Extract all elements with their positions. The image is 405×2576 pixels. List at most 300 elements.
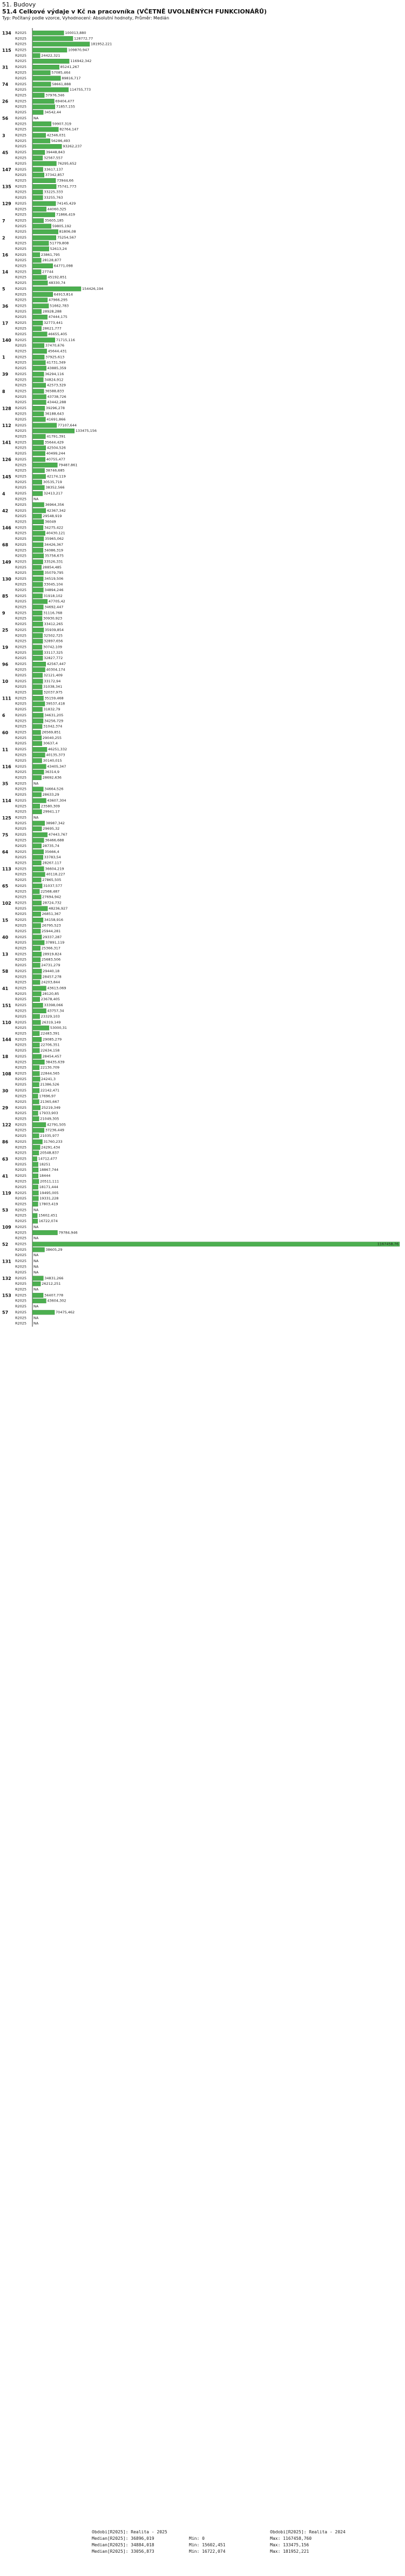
data-label: 79487,861 (58, 463, 78, 467)
row-label: R2025 (15, 616, 27, 621)
data-label: 27694,942 (42, 894, 62, 899)
row-label: R2025 (15, 275, 27, 280)
row-label: R2025 (15, 611, 27, 615)
data-label: 32413,217 (43, 491, 63, 496)
row-label: R2025 (15, 559, 27, 564)
bar (32, 514, 42, 518)
group-id-label: 113 (2, 866, 11, 872)
bar (32, 958, 40, 962)
bar (32, 679, 43, 683)
bar (32, 1174, 38, 1178)
row-label: R2025 (15, 946, 27, 951)
bar (32, 1214, 37, 1218)
data-label: 154426,194 (82, 287, 104, 291)
row-label: R2025 (15, 838, 27, 843)
group-id-label: 65 (2, 884, 9, 889)
group-id-label: 3 (2, 133, 5, 138)
data-label: 34542,44 (44, 110, 62, 114)
bar (32, 48, 67, 52)
group-id-label: 108 (2, 1071, 11, 1076)
data-label: 25366,317 (41, 946, 60, 951)
bar (32, 144, 62, 148)
row-label: R2025 (15, 815, 27, 820)
bar (32, 1157, 37, 1161)
data-label: 37236,449 (45, 1128, 64, 1133)
row-label: R2025 (15, 377, 27, 382)
data-label: 35644,429 (44, 440, 64, 445)
group-id-label: 144 (2, 1037, 11, 1042)
row-label: R2025 (15, 497, 27, 501)
data-label: 34824,912 (44, 377, 64, 382)
data-label: 24203,844 (41, 980, 60, 985)
row-label: R2025 (15, 525, 27, 530)
row-label: R2025 (15, 1122, 27, 1127)
group-id-label: 10 (2, 679, 9, 684)
bar (32, 696, 43, 700)
bar (32, 383, 46, 388)
row-label: R2025 (15, 457, 27, 462)
bar (32, 224, 51, 228)
row-label: R2025 (15, 161, 27, 166)
row-label: R2025 (15, 1162, 27, 1167)
bar (32, 872, 45, 877)
row-label: R2025 (15, 1042, 27, 1047)
data-label: 64913,814 (53, 292, 73, 297)
data-label: 75741,773 (57, 184, 77, 189)
row-label: R2025 (15, 400, 27, 405)
row-label: R2025 (15, 110, 27, 114)
row-label: R2025 (15, 1270, 27, 1275)
bar (32, 1026, 49, 1030)
bar (32, 554, 44, 558)
data-label: 27865,505 (42, 878, 62, 882)
bar (32, 395, 46, 399)
row-label: R2025 (15, 781, 27, 786)
data-label: 24241,3 (41, 1076, 56, 1081)
bar (32, 656, 43, 660)
bar-chart (0, 28, 405, 2554)
row-label: R2025 (15, 1276, 27, 1280)
legend-entry: Obdobi[R2025]: Realita - 2025 (92, 2530, 167, 2534)
row-label: R2025 (15, 229, 27, 234)
row-label: R2025 (15, 42, 27, 46)
bar (32, 1072, 39, 1076)
group-id-label: 149 (2, 559, 11, 565)
bar (32, 838, 44, 843)
data-label: 24731,279 (41, 963, 60, 967)
bar (32, 684, 42, 689)
data-label: 31918,102 (43, 593, 63, 598)
bar (32, 997, 40, 1001)
bar (32, 770, 44, 774)
bar (32, 485, 44, 490)
group-id-label: 7 (2, 218, 5, 223)
bar (32, 633, 43, 638)
bar (32, 1168, 38, 1172)
data-label: 30930,923 (43, 616, 63, 621)
data-label: 41691,866 (46, 417, 66, 422)
data-label: 26851,367 (42, 912, 61, 917)
bar (32, 1145, 40, 1149)
data-label: 43757,34 (47, 1008, 64, 1013)
row-label: R2025 (15, 389, 27, 394)
row-label: R2025 (15, 1298, 27, 1303)
bar (32, 469, 45, 473)
data-label: 23861,795 (40, 252, 60, 257)
data-label: 39448,843 (45, 150, 65, 155)
row-label: R2025 (15, 531, 27, 535)
bar (32, 184, 56, 188)
group-id-label: 109 (2, 1225, 11, 1230)
data-label: 23329,103 (40, 1014, 60, 1019)
row-label: R2025 (15, 809, 27, 814)
data-label: 71857,155 (56, 104, 76, 109)
row-label: R2025 (15, 144, 27, 149)
data-label: 40499,244 (46, 451, 65, 456)
bar (32, 741, 42, 745)
data-label: 25944,281 (42, 928, 61, 933)
data-label: 22568,487 (40, 889, 60, 894)
bar (32, 400, 46, 404)
bar (32, 1140, 42, 1144)
row-label: R2025 (15, 104, 27, 109)
bar (32, 1310, 55, 1314)
row-label: R2025 (15, 1293, 27, 1298)
group-id-label: 40 (2, 934, 9, 940)
data-label: 36294,116 (45, 372, 64, 376)
group-id-label: 75 (2, 832, 9, 838)
row-label: R2025 (15, 281, 27, 285)
bar (32, 178, 56, 182)
data-label: 17696,97 (39, 1094, 56, 1099)
data-label: 128772,77 (74, 36, 93, 41)
data-label: NA (33, 116, 39, 120)
row-label: R2025 (15, 1094, 27, 1099)
group-id-label: 58 (2, 969, 9, 974)
row-label: R2025 (15, 1060, 27, 1065)
bar (32, 87, 69, 92)
row-label: R2025 (15, 1179, 27, 1184)
bar (32, 775, 42, 779)
row-label: R2025 (15, 48, 27, 52)
data-label: 18251 (39, 1162, 51, 1167)
bar (32, 543, 43, 547)
row-label: R2025 (15, 980, 27, 985)
bar (32, 195, 43, 200)
group-id-label: 29 (2, 1105, 9, 1110)
bar (32, 804, 40, 808)
group-id-label: 147 (2, 167, 11, 172)
row-label: R2025 (15, 878, 27, 882)
group-id-label: 153 (2, 1293, 11, 1298)
bar (32, 599, 48, 604)
row-label: R2025 (15, 1099, 27, 1104)
data-label: 29548,919 (43, 514, 62, 519)
data-label: 36049 (44, 519, 56, 524)
data-label: 73944,66 (57, 178, 74, 183)
row-label: R2025 (15, 235, 27, 240)
row-label: R2025 (15, 940, 27, 945)
data-label: 35159,468 (44, 696, 64, 701)
bar (32, 724, 42, 729)
bar (32, 133, 46, 138)
bar (32, 229, 58, 234)
data-label: 51779,808 (50, 241, 69, 246)
row-label: R2025 (15, 463, 27, 467)
data-label: 17803,419 (39, 1202, 58, 1206)
data-label: 22844,565 (40, 1071, 60, 1076)
row-label: R2025 (15, 1264, 27, 1269)
bar (32, 1202, 38, 1206)
row-label: R2025 (15, 241, 27, 246)
group-id-label: 57 (2, 1310, 9, 1316)
bar (32, 605, 43, 609)
bar (32, 423, 57, 428)
row-label: R2025 (15, 918, 27, 923)
bar (32, 730, 40, 735)
data-label: 33526,331 (44, 559, 63, 564)
group-id-label: 64 (2, 849, 9, 855)
bar (32, 434, 45, 438)
bar (32, 121, 51, 126)
data-label: 32502,725 (43, 633, 63, 638)
row-label: R2025 (15, 753, 27, 757)
row-label: R2025 (15, 775, 27, 780)
data-label: 25219,349 (41, 1105, 60, 1110)
group-id-label: 5 (2, 287, 5, 292)
bar (32, 105, 55, 109)
row-label: R2025 (15, 292, 27, 297)
group-id-label: 11 (2, 747, 9, 753)
bar (32, 1009, 46, 1013)
row-label: R2025 (15, 479, 27, 484)
data-label: 1167458,76 (377, 1242, 399, 1246)
chart-note: Typ: Počítaný podle vzorce, Vyhodnocení: Absolutní hodnoty, Průměr: Medián (2, 16, 170, 21)
data-label: 43604,302 (47, 1298, 66, 1303)
row-label: R2025 (15, 605, 27, 609)
row-label: R2025 (15, 1282, 27, 1286)
data-label: 77107,644 (57, 423, 77, 428)
data-label: 40304,174 (46, 667, 65, 672)
bar (32, 718, 43, 723)
bar (32, 1031, 39, 1035)
row-label: R2025 (15, 406, 27, 411)
bar (32, 582, 43, 587)
group-id-label: 116 (2, 764, 11, 769)
group-id-label: 96 (2, 662, 9, 667)
bar (32, 1128, 44, 1133)
row-label: R2025 (15, 321, 27, 326)
group-id-label: 131 (2, 1259, 11, 1264)
row-label: R2025 (15, 246, 27, 251)
bar (32, 1082, 39, 1087)
data-label: 28854,485 (42, 565, 62, 570)
data-label: 133475,156 (75, 429, 97, 433)
data-label: 33255,763 (44, 195, 63, 200)
data-label: 43738,726 (47, 394, 66, 399)
data-label: 27744 (42, 269, 53, 274)
row-label: R2025 (15, 445, 27, 450)
row-label: R2025 (15, 1156, 27, 1161)
row-label: R2025 (15, 65, 27, 70)
data-label: 31760,233 (43, 1140, 63, 1144)
data-label: 34692,447 (44, 605, 64, 609)
row-label: R2025 (15, 349, 27, 354)
row-label: R2025 (15, 884, 27, 888)
row-label: R2025 (15, 849, 27, 854)
bar (32, 639, 43, 643)
bar (32, 946, 40, 950)
bar (32, 1196, 38, 1201)
group-id-label: 135 (2, 184, 11, 189)
bar (32, 1116, 39, 1121)
group-id-label: 86 (2, 1140, 9, 1145)
row-label: R2025 (15, 770, 27, 775)
bar (32, 241, 49, 246)
data-label: 21386,526 (40, 1082, 59, 1087)
data-label: 38605,29 (45, 1247, 63, 1252)
group-id-label: 140 (2, 337, 11, 343)
data-label: 42791,505 (46, 1122, 66, 1127)
data-label: 34664,526 (44, 787, 64, 791)
legend-entry: Max: 1167458,760 (270, 2536, 312, 2541)
row-label: R2025 (15, 383, 27, 388)
row-label: R2025 (15, 195, 27, 200)
data-label: 114755,773 (69, 87, 91, 92)
data-label: 29695,32 (43, 826, 60, 831)
data-label: 47705,42 (48, 599, 65, 604)
group-id-label: 8 (2, 389, 5, 394)
row-label: R2025 (15, 633, 27, 638)
data-label: 39296,278 (45, 406, 65, 411)
data-label: 48330,74 (49, 281, 66, 285)
data-label: 19495,005 (39, 1190, 59, 1195)
row-label: R2025 (15, 252, 27, 257)
data-label: 71866,419 (56, 212, 76, 217)
group-id-label: 25 (2, 628, 9, 633)
bar (32, 338, 55, 342)
group-id-label: 30 (2, 1088, 9, 1094)
data-label: NA (33, 1304, 39, 1309)
bar (32, 235, 56, 240)
data-label: 47966,295 (48, 297, 68, 302)
bar (32, 372, 44, 376)
group-id-label: 68 (2, 543, 9, 548)
row-label: R2025 (15, 189, 27, 194)
data-label: 46251,332 (48, 747, 68, 752)
bar (32, 327, 42, 331)
data-label: 32037,975 (43, 690, 63, 695)
bar (32, 1048, 39, 1053)
data-label: 34275,422 (44, 525, 64, 530)
group-id-label: 129 (2, 201, 11, 207)
data-label: 36466,688 (45, 838, 64, 843)
bar (32, 537, 44, 541)
bar (32, 76, 60, 80)
group-id-label: 132 (2, 1276, 11, 1281)
bar (32, 935, 42, 939)
data-label: 42504,526 (46, 445, 66, 450)
row-label: R2025 (15, 645, 27, 649)
data-label: 21049,305 (40, 1116, 59, 1121)
data-label: 30140,015 (43, 758, 62, 763)
row-label: R2025 (15, 36, 27, 41)
row-label: R2025 (15, 269, 27, 274)
row-label: R2025 (15, 923, 27, 928)
bar (32, 1054, 42, 1059)
data-label: 47444,175 (48, 315, 68, 320)
data-label: 39537,418 (46, 701, 65, 706)
bar (32, 491, 43, 496)
row-label: R2025 (15, 843, 27, 848)
bar (32, 901, 42, 905)
bar (32, 361, 45, 365)
section-title: 51. Budovy (2, 1, 36, 8)
row-label: R2025 (15, 713, 27, 717)
bar (32, 406, 45, 410)
bar (32, 315, 48, 319)
data-label: 44060,325 (47, 207, 66, 212)
legend-entry: Median[R2025]: 34884,018 (92, 2543, 154, 2547)
row-label: R2025 (15, 1140, 27, 1144)
row-label: R2025 (15, 872, 27, 877)
data-label: 21365,667 (40, 1099, 59, 1104)
bar (32, 1299, 46, 1303)
group-id-label: 42 (2, 508, 9, 513)
row-label: R2025 (15, 502, 27, 507)
row-label: R2025 (15, 639, 27, 643)
bar (32, 924, 41, 928)
group-id-label: 134 (2, 31, 11, 36)
data-label: 23580,309 (40, 804, 60, 809)
row-label: R2025 (15, 1242, 27, 1246)
bar (32, 690, 43, 694)
bar (32, 628, 44, 632)
bar (32, 36, 73, 40)
bar (32, 860, 41, 865)
row-label: R2025 (15, 155, 27, 160)
row-label: R2025 (15, 593, 27, 598)
data-label: 79784,946 (58, 1230, 78, 1235)
data-label: 33398,066 (44, 1003, 63, 1008)
group-id-label: 16 (2, 252, 9, 257)
row-label: R2025 (15, 684, 27, 689)
row-label: R2025 (15, 889, 27, 894)
row-label: R2025 (15, 212, 27, 217)
row-label: R2025 (15, 366, 27, 370)
row-label: R2025 (15, 201, 27, 206)
row-label: R2025 (15, 1071, 27, 1076)
bar (32, 810, 42, 814)
data-label: 20511,111 (39, 1179, 59, 1184)
data-label: 45192,851 (48, 275, 67, 280)
bar (32, 1191, 38, 1195)
data-label: 28735,74 (42, 843, 59, 848)
row-label: R2025 (15, 1026, 27, 1031)
group-id-label: 39 (2, 372, 9, 377)
row-label: R2025 (15, 331, 27, 336)
data-label: 33412,265 (44, 622, 63, 626)
bar (32, 792, 42, 797)
data-label: 109870,947 (68, 48, 90, 52)
data-label: 58661,888 (52, 82, 71, 86)
data-label: 40755,477 (46, 457, 65, 462)
data-label: 30637,4 (43, 741, 58, 746)
bar (32, 969, 42, 973)
row-label: R2025 (15, 1247, 27, 1252)
bar (32, 440, 44, 444)
row-label: R2025 (15, 1259, 27, 1264)
